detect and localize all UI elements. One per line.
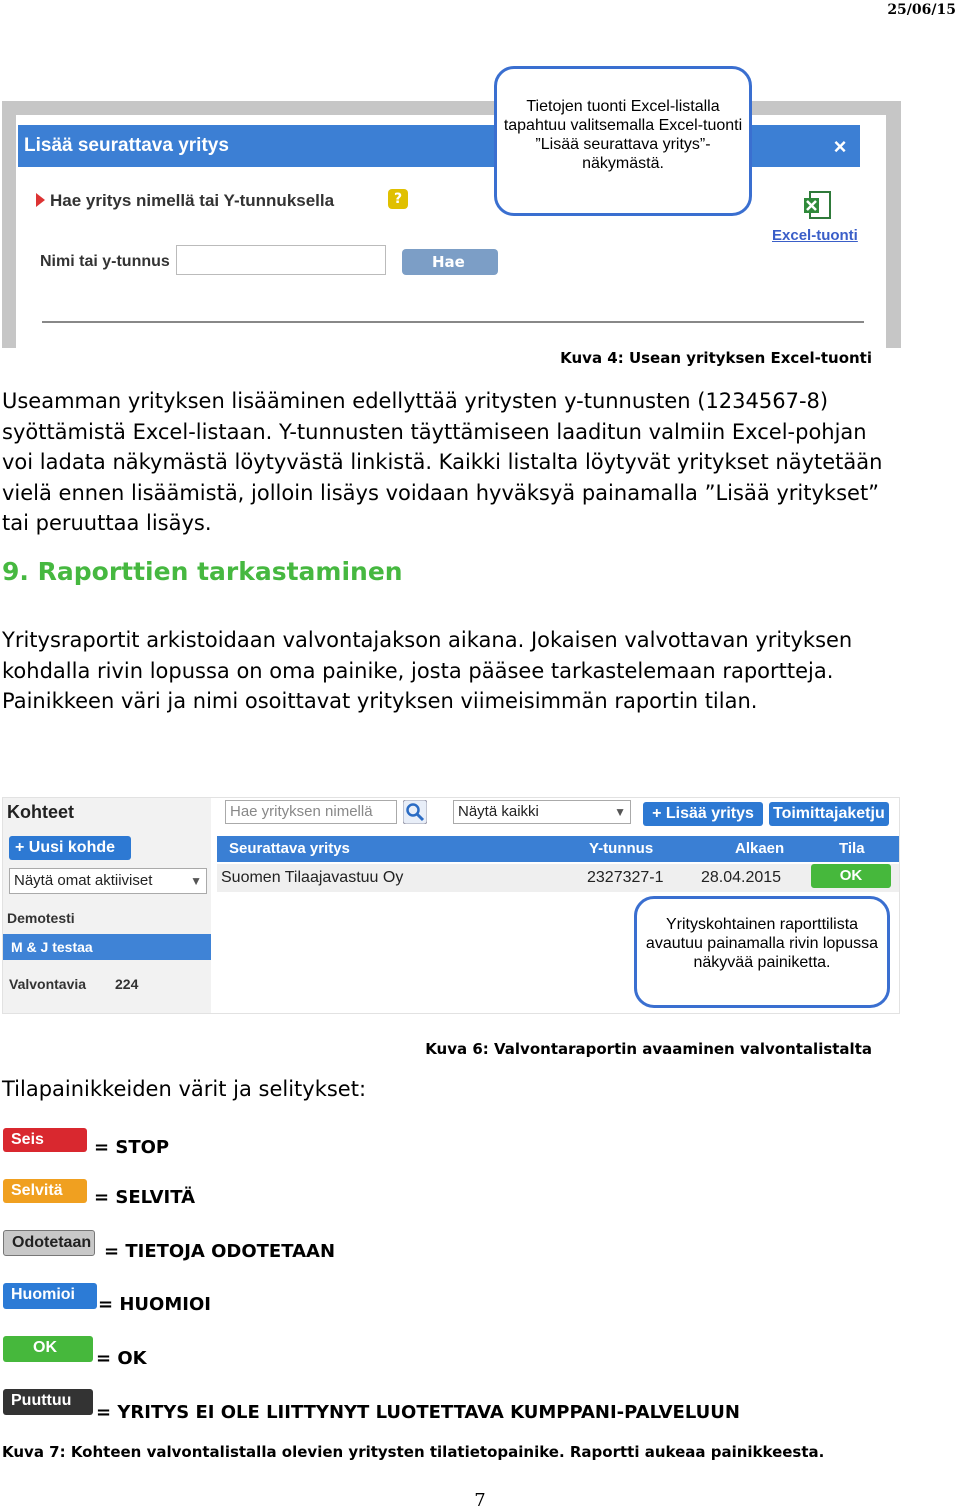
legend-meaning-huomioi: = HUOMIOI (98, 1294, 211, 1315)
column-header-status[interactable]: Tila (839, 840, 865, 857)
search-heading: Hae yritys nimellä tai Y-tunnuksella (50, 191, 335, 210)
paragraph-reports: Yritysraportit arkistoidaan valvontajakson aikana. Jokaisen valvottavan yrityksen kohdalla rivin lopussa on oma painike, josta pääsee tarkastelemaan raportteja. Painikkeen väri ja nimi osoittavat yrityksen viimeisimmän raportin tilan. (2, 628, 853, 713)
excel-import-screenshot (2, 101, 901, 348)
figure4-caption: Kuva 4: Usean yrityksen Excel-tuonti (560, 349, 872, 367)
show-select[interactable] (453, 800, 631, 824)
excel-file-icon[interactable] (802, 190, 832, 220)
filter-select-value: Näytä omat aktiiviset (14, 872, 153, 889)
dialog-title: Lisää seurattava yritys (24, 135, 229, 156)
search-icon[interactable] (403, 800, 427, 824)
legend-meaning-odotetaan: = TIETOJA ODOTETAAN (104, 1241, 336, 1262)
status-button-ok: OK (3, 1336, 93, 1362)
status-button-huomioi: Huomioi (3, 1283, 97, 1309)
legend-meaning-selvita: = SELVITÄ (94, 1187, 196, 1208)
status-button-puuttuu: Puuttuu (3, 1389, 93, 1415)
name-input[interactable] (176, 245, 386, 275)
group-title: Demotesti (7, 910, 75, 926)
page-number: 7 (474, 1490, 486, 1511)
arrow-right-icon (36, 193, 45, 207)
monitoring-label: Valvontavia (9, 976, 87, 992)
excel-import-link[interactable]: Excel-tuonti (772, 227, 858, 244)
show-select-value: Näytä kaikki (458, 803, 539, 820)
sidebar-item-active[interactable]: M & J testaa (3, 934, 211, 960)
callout-excel-import: Tietojen tuonti Excel-listalla tapahtuu valitsemalla Excel-tuonti ”Lisää seurattava yritys”-näkymästä. (494, 66, 752, 216)
search-button[interactable]: Hae yrit (402, 249, 498, 275)
section-number: 9. (2, 557, 29, 586)
new-target-button[interactable]: + Uusi kohde (9, 836, 131, 860)
legend-meaning-puuttuu: = YRITYS EI OLE LIITTYNYT LUOTETTAVA KUMPPANI-PALVELUUN (96, 1402, 740, 1423)
cell-id: 2327327-1 (587, 869, 664, 886)
close-icon[interactable]: × (833, 134, 847, 159)
monitoring-count: 224 (115, 976, 139, 992)
column-header-id[interactable]: Y-tunnus (589, 840, 654, 857)
legend-meaning-ok: = OK (96, 1348, 147, 1369)
column-header-company[interactable]: Seurattava yritys (229, 840, 350, 857)
figure7-caption: Kuva 7: Kohteen valvontalistalla olevien yritysten tilatietopainike. Raportti aukeaa painikkeesta. (2, 1443, 825, 1461)
filter-select[interactable] (9, 868, 207, 894)
section-title: Raporttien tarkastaminen (37, 557, 403, 586)
divider (42, 321, 864, 323)
chevron-down-icon: ▼ (614, 805, 626, 819)
add-company-button[interactable]: + Lisää yritys (643, 802, 763, 826)
sidebar-title: Kohteet (7, 802, 74, 822)
table-row[interactable] (217, 864, 900, 892)
table-header (217, 836, 900, 862)
status-button-odotetaan: Odotetaan (3, 1230, 95, 1256)
status-button-seis: Seis (3, 1128, 87, 1152)
cell-start: 28.04.2015 (701, 869, 782, 886)
section-heading (2, 557, 403, 586)
callout-report-list: Yrityskohtainen raporttilista avautuu painamalla rivin lopussa näkyvää painiketta. (634, 896, 890, 1008)
cell-company: Suomen Tilaajavastuu Oy (221, 869, 404, 886)
column-header-start[interactable]: Alkaen (735, 840, 785, 857)
status-ok-button[interactable]: OK (811, 864, 891, 888)
company-search-input[interactable]: Hae yrityksen nimellä (225, 800, 397, 824)
name-label: Nimi tai y-tunnus (40, 253, 170, 270)
paragraph-excel: Useamman yrityksen lisääminen edellyttää yritysten y-tunnusten (1234567-8) syöttämistä Excel-listaan. Y-tunnusten täyttämiseen laaditun valmiin Excel-pohjan voi ladata näkymästä löytyvästä linkistä. Kaikki listalta löytyvät yritykset näytetään vielä ennen lisäämistä, jolloin lisäys voidaan hyväksyä painamalla ”Lisää yritykset” tai peruuttaa lisäys. (2, 389, 883, 535)
supplier-chain-button[interactable]: Toimittajaketju (769, 802, 889, 826)
help-icon[interactable]: ? (388, 189, 408, 209)
chevron-down-icon: ▼ (190, 874, 202, 888)
legend-heading: Tilapainikkeiden värit ja selitykset: (2, 1077, 367, 1101)
legend-meaning-stop: = STOP (94, 1137, 170, 1158)
status-button-selvita: Selvitä (3, 1179, 87, 1203)
header-date: 25/06/15 (887, 2, 956, 18)
figure6-caption: Kuva 6: Valvontaraportin avaaminen valvontalistalta (425, 1040, 872, 1058)
